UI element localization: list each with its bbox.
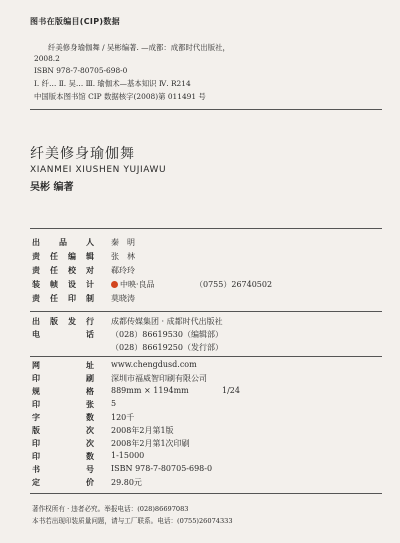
divider: [30, 356, 382, 357]
cip-line: ISBN 978-7-80705-698-0: [34, 66, 128, 75]
info-label: 书 号: [32, 465, 94, 474]
info-value: 29.80元: [111, 478, 142, 487]
info-label: 出 品 人: [32, 238, 94, 247]
info-value: 1-15000: [111, 451, 145, 460]
info-value-secondary: 1/24: [222, 386, 240, 395]
cip-line: 2008.2: [34, 54, 60, 63]
cip-heading: 图书在版编目(CIP)数据: [30, 17, 120, 26]
info-label: 版 次: [32, 426, 94, 435]
info-label: 责 任 印 制: [32, 294, 94, 303]
info-value: 莫晓涛: [111, 294, 135, 303]
divider: [30, 228, 382, 229]
info-value: 889mm × 1194mm: [111, 386, 189, 395]
info-value: 深圳市福威智印刷有限公司: [111, 374, 207, 383]
info-value: 2008年2月第1次印刷: [111, 439, 190, 448]
info-value: 郗玲玲: [111, 266, 135, 275]
info-value: 秦 明: [111, 238, 135, 247]
info-label: 装 帧 设 计: [32, 280, 94, 289]
info-label: 印 刷: [32, 374, 94, 383]
info-value: 5: [111, 399, 117, 408]
info-value: 中映·良品: [111, 279, 155, 290]
info-label: 印 张: [32, 400, 94, 409]
info-value: （028）86619530（编辑部）: [111, 330, 223, 339]
info-label: 网 址: [32, 361, 94, 370]
book-title: 纤美修身瑜伽舞: [30, 146, 135, 162]
info-label: 定 价: [32, 478, 94, 487]
book-title-pinyin: XIANMEI XIUSHEN YUJIAWU: [30, 165, 167, 175]
info-label: 电 话: [32, 330, 94, 339]
info-label: 印 次: [32, 439, 94, 448]
cip-line: 中国版本图书馆 CIP 数据核字(2008)第 011491 号: [34, 92, 206, 101]
info-value: 2008年2月第1版: [111, 426, 174, 435]
info-label: 印 数: [32, 452, 94, 461]
divider: [30, 109, 382, 110]
design-studio-logo-icon: [111, 281, 118, 288]
info-label: 责 任 编 辑: [32, 252, 94, 261]
divider: [30, 493, 382, 494]
info-value: ISBN 978-7-80705-698-0: [111, 464, 213, 473]
cip-line: 纤美修身瑜伽舞 / 吴彬编著. —成都：成都时代出版社，: [48, 43, 230, 52]
info-label: 字 数: [32, 413, 94, 422]
info-label: 规 格: [32, 387, 94, 396]
cip-line: Ⅰ. 纤… Ⅱ. 吴… Ⅲ. 瑜伽术—基本知识 Ⅳ. R214: [34, 79, 191, 88]
book-author: 吴彬 编著: [30, 182, 74, 193]
footer-quality: 本书若出现印装质量问题，请与工厂联系。电话：(0755)26074333: [32, 517, 233, 525]
divider: [30, 311, 382, 312]
footer-copyright: 著作权所有 · 违者必究。举报电话：(028)86697083: [32, 505, 189, 513]
info-value: 成都传媒集团 · 成都时代出版社: [111, 317, 223, 326]
info-value: 张 林: [111, 252, 135, 261]
info-value: www.chengdusd.com: [111, 360, 197, 369]
info-value-secondary: （0755）26740502: [195, 280, 273, 289]
info-label: 责 任 校 对: [32, 266, 94, 275]
info-value: （028）86619250（发行部）: [111, 343, 223, 352]
info-value: 120千: [111, 413, 135, 422]
info-label: 出 版 发 行: [32, 317, 94, 326]
